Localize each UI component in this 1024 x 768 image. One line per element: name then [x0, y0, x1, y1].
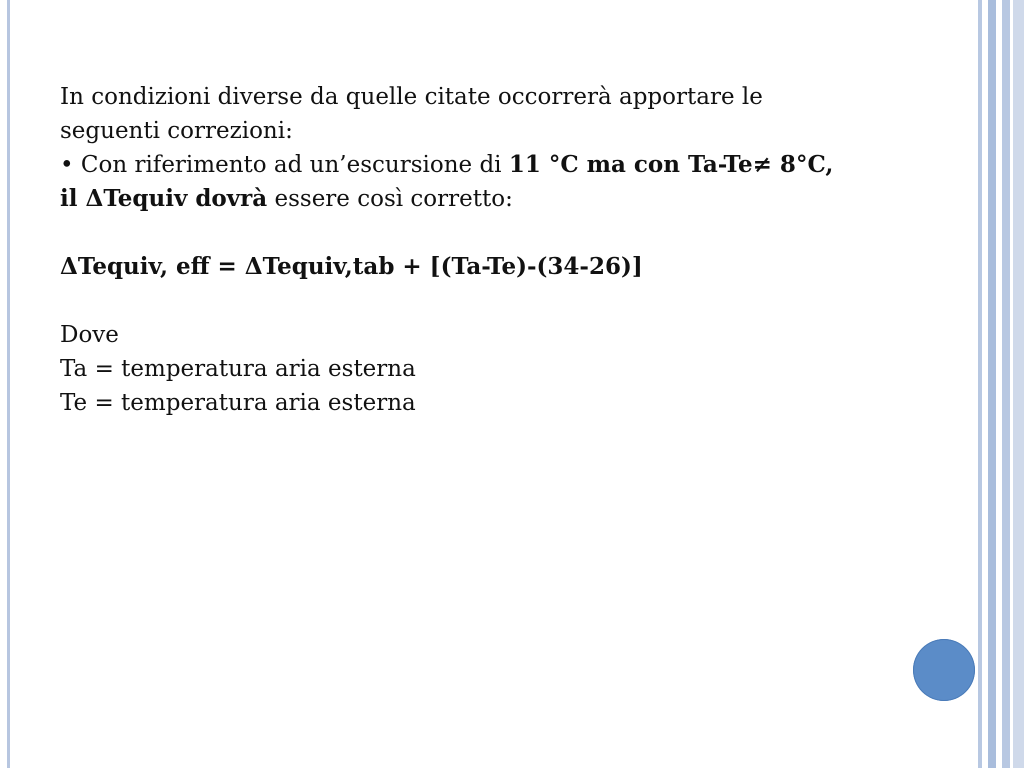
slide-body: [60, 80, 940, 420]
bullet-marker: •: [60, 152, 74, 178]
spacer: [60, 284, 940, 318]
bullet-line: [60, 148, 940, 182]
intro-line-2: seguenti correzioni:: [60, 118, 293, 144]
definition-ta: Ta = temperatura aria esterna: [60, 356, 416, 382]
bullet-continuation: [60, 182, 940, 216]
intro-line-1: In condizioni diverse da quelle citate occorrerà apportare le: [60, 84, 763, 110]
spacer: [60, 216, 940, 250]
right-decorative-band: [976, 0, 1024, 768]
definition-te: Te = temperatura aria esterna: [60, 390, 416, 416]
bullet-text-bold: 11 °C ma con Ta-Te≠ 8°C,: [508, 151, 834, 178]
definitions-heading: Dove: [60, 322, 119, 348]
formula: ΔTequiv, eff = ΔTequiv,tab + [(Ta-Te)-(34-26)]: [60, 253, 643, 280]
blue-circle-icon[interactable]: [913, 639, 975, 701]
bullet-text-regular: Con riferimento ad un’escursione di: [73, 152, 509, 178]
left-border-rule: [0, 0, 11, 768]
bullet-continuation-bold: il ΔTequiv dovrà: [60, 185, 268, 212]
bullet-continuation-regular: essere così corretto:: [267, 186, 513, 212]
